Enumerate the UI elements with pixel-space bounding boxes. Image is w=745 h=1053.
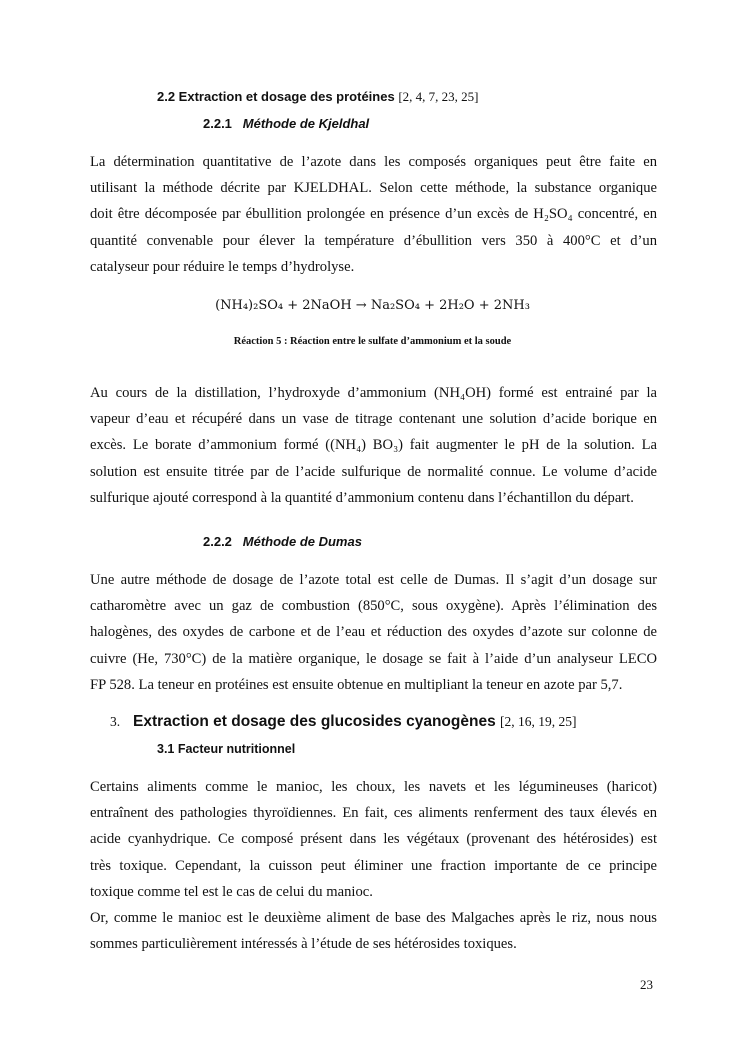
paragraph-kjeldahl <box>90 149 657 280</box>
text-line: entraînent des pathologies thyroïdiennes. En fait, ces aliments renferment des taux élevés en <box>90 805 657 822</box>
heading-refs: [2, 16, 19, 25] <box>500 714 577 729</box>
text-line: vapeur d’eau et récupéré dans un vase de titrage contenant une solution d’acide borique en <box>90 411 657 428</box>
text-line: solution est ensuite titrée par de l’acide sulfurique de normalité connue. Le volume d’acide <box>90 463 657 480</box>
heading-refs: [2, 4, 7, 23, 25] <box>398 89 479 104</box>
heading-text: Méthode de Kjeldhal <box>242 116 370 131</box>
heading-text: Extraction et dosage des glucosides cyanogènes <box>133 713 496 730</box>
text-line: halogènes, des oxydes de carbone et de l’eau et réduction des oxydes d’azote sur colonne de <box>90 624 657 641</box>
heading-2-2-2 <box>203 534 362 549</box>
heading-number: 2.2.1 <box>203 116 232 131</box>
text-line: La détermination quantitative de l’azote dans les composés organiques peut être faite en <box>90 154 657 170</box>
text-line: FP 528. La teneur en protéines est ensuite obtenue en multipliant la teneur en azote par 5,7. <box>90 676 623 693</box>
heading-2-2 <box>157 89 479 105</box>
heading-text: Méthode de Dumas <box>242 534 362 549</box>
text-line: très toxique. Cependant, la cuisson peut éliminer une fraction importante de ce principe <box>90 857 657 874</box>
heading-number: 3. <box>110 714 121 729</box>
text-line: acide cyanhydrique. Ce composé présent dans les végétaux (provenant des hétérosides) est <box>90 831 657 848</box>
heading-text: 2.2 Extraction et dosage des protéines <box>157 89 395 104</box>
text-line: cuivre (He, 730°C) de la matière organique, le dosage se fait à l’aide d’un analyseur LECO <box>90 650 657 667</box>
page-number: 23 <box>640 977 653 992</box>
heading-number: 2.2.2 <box>203 534 232 549</box>
text-line: utilisant la méthode décrite par KJELDHAL. Selon cette méthode, la substance organique <box>90 180 657 197</box>
text-line: Or, comme le manioc est le deuxième aliment de base des Malgaches après le riz, nous nous <box>90 910 657 926</box>
chemical-equation: (NH₄)₂SO₄ + 2NaOH → Na₂SO₄ + 2H₂O + 2NH₃ <box>215 298 530 313</box>
text-line: catharomètre avec un gaz de combustion (850°C, sous oxygène). Après l’élimination des <box>90 598 657 615</box>
equation-caption: Réaction 5 : Réaction entre le sulfate d’ammonium et la soude <box>233 336 512 347</box>
paragraph-dumas <box>90 567 657 698</box>
text-line: quantité convenable pour élever la température d’ébullition vers 350 à 400°C et d’un <box>90 232 657 249</box>
text-line: toxique comme tel est le cas de celui du manioc. <box>90 883 373 900</box>
heading-3 <box>110 713 577 731</box>
text-line: Certains aliments comme le manioc, les choux, les navets et les légumineuses (haricot) <box>90 779 657 795</box>
text-line: catalyseur pour réduire le temps d’hydrolyse. <box>90 258 355 275</box>
paragraph-nutrition <box>90 774 657 905</box>
text-line: doit être décomposée par ébullition prolongée en présence d’un excès de H₂SO₄ concentré, en <box>90 206 657 223</box>
text-line: sulfurique ajouté correspond à la quantité d’ammonium contenu dans l’échantillon du départ. <box>90 489 634 506</box>
heading-3-1: 3.1 Facteur nutritionnel <box>157 742 296 756</box>
text-line: Au cours de la distillation, l’hydroxyde d’ammonium (NH₄OH) formé est entrainé par la <box>90 385 657 401</box>
heading-2-2-1 <box>203 116 369 131</box>
text-line: excès. Le borate d’ammonium formé ((NH₄) BO₃) fait augmenter le pH de la solution. La <box>90 437 657 454</box>
paragraph-distillation <box>90 380 657 511</box>
paragraph-manioc <box>90 905 657 957</box>
text-line: sommes particulièrement intéressés à l’étude de ses hétérosides toxiques. <box>90 936 517 953</box>
text-line: Une autre méthode de dosage de l’azote total est celle de Dumas. Il s’agit d’un dosage sur <box>90 572 657 588</box>
